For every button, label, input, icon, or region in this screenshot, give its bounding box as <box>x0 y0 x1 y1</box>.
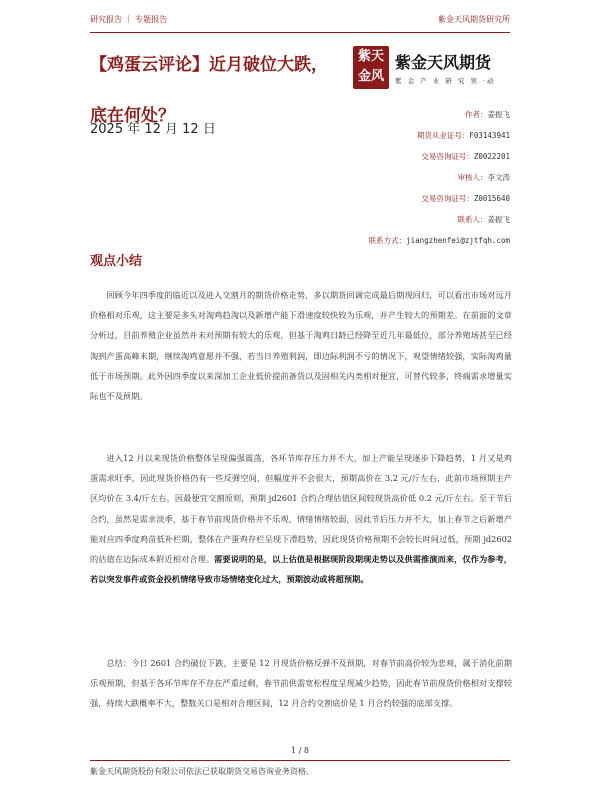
paragraph-outlook <box>90 448 512 589</box>
author-info <box>369 104 510 251</box>
report-title: 【鸡蛋云评论】近月破位大跌，底在何处？ <box>90 55 328 126</box>
paragraph-outlook-note: 需要说明的是，以上估值是根据现阶段期现走势以及供需推演而来，仅作为参考，若以突发事件或资金投机情绪导致市场情绪变化过大，预期波动或将超预期。 <box>90 554 512 585</box>
info-row: 审核人：李文涛 <box>457 173 510 182</box>
company-logo <box>353 46 513 94</box>
page-number: 1 / 8 <box>291 746 309 755</box>
header-left: 研究报告 ｜ 专题报告 <box>90 15 168 24</box>
info-row[interactable]: 联系方式：jiangzhenfei@zjtfqh.com <box>368 236 510 245</box>
footer-divider <box>90 760 510 761</box>
header-right: 紫金天风期货研究所 <box>438 15 510 24</box>
logo-name: 紫金天风期货 <box>395 53 492 72</box>
section-title: 观点小结 <box>90 254 143 269</box>
info-row: 交易咨询证号：Z0022201 <box>421 152 510 161</box>
paragraph-review: 回顾今年四季度的临近以及进入交割月的期货价格走势，多以期货回调完成最后期现回归，可以看出市场对远月价格相对乐观，这主要是多头对淘鸡趋淘以及新增产能下滑速度较快较为乐观，并产生较大的预期差。在前面的文章分析过，目前养殖企业虽然并未对预期有较大的乐观，但基于淘鸡日龄已经降至近几年最低位，部分养殖场甚至已经淘到产蛋高峰末期，继续淘鸡意愿并不强，若当日养殖利润，即边际利润不亏的情况下，观望情绪较强，实际淘鸡量低于市场预期。此外因四季度以来深加工企业低价提前备货以及固相关内类相对便宜，可替代较多，终端需求增量实际也不及预期。 <box>90 290 512 402</box>
page-header <box>90 14 510 30</box>
header-divider <box>90 32 510 33</box>
info-row: 交易咨询证号：Z0015640 <box>421 194 510 203</box>
logo-subtitle: 紫 金 产 业 研 究 领 ·动 <box>395 77 496 85</box>
paragraph-outlook-main: 进入12 月以来现货价格整体呈现偏强震荡，各环节库存压力并不大，加上产能呈现逐步下降趋势，1 月又是鸡蛋需求旺季，因此现货价格仍有一些反弹空间，但幅度并不会很大，预期高价在 3.2 元/斤左右，此前市场预期主产区均价在 3.4/斤左右，因最便宜交割原则，预期 jd2601 合约合理估值区间较现货高价低 0.2 元/斤左右。至于节后合约，虽然是需求淡季，基于春节前现货价格并不乐观，情绪情绪较弱，因此节后压力并不大，加上春节之后新增产能对应四季度鸡苗低补栏期，整体在产蛋鸡存栏呈现下滑趋势，因此现货价格预期不会较长时间过低，预期 jd2602 的估值在边际成本附近相对合理。 <box>90 453 512 565</box>
footer-disclaimer: 紫金天风期货股份有限公司依法已获取期货交易咨询业务资格。 <box>90 767 314 776</box>
info-row: 作者：姜振飞 <box>465 110 510 119</box>
logo-mark: 紫天 金风 <box>353 46 389 89</box>
report-date: 2025 年 12 月 12 日 <box>90 122 216 137</box>
info-row: 联系人：姜振飞 <box>457 215 510 224</box>
paragraph-summary: 总结：今日 2601 合约破位下跌，主要是 12 月现货价格反弹不及预期，对春节前高价较为悲观，属于消化前期乐观预期，但基于各环节库存不存在严重过剩，春节前供需宽松程度呈现减少趋势，因此春节前现货价格相对支撑较强，持续大跌概率不大，整数关口是相对合理区间，12 月合约交割底价是 1 月合约较强的底部支撑。 <box>90 658 512 709</box>
info-row: 期货从业证号：F03143941 <box>416 131 510 140</box>
